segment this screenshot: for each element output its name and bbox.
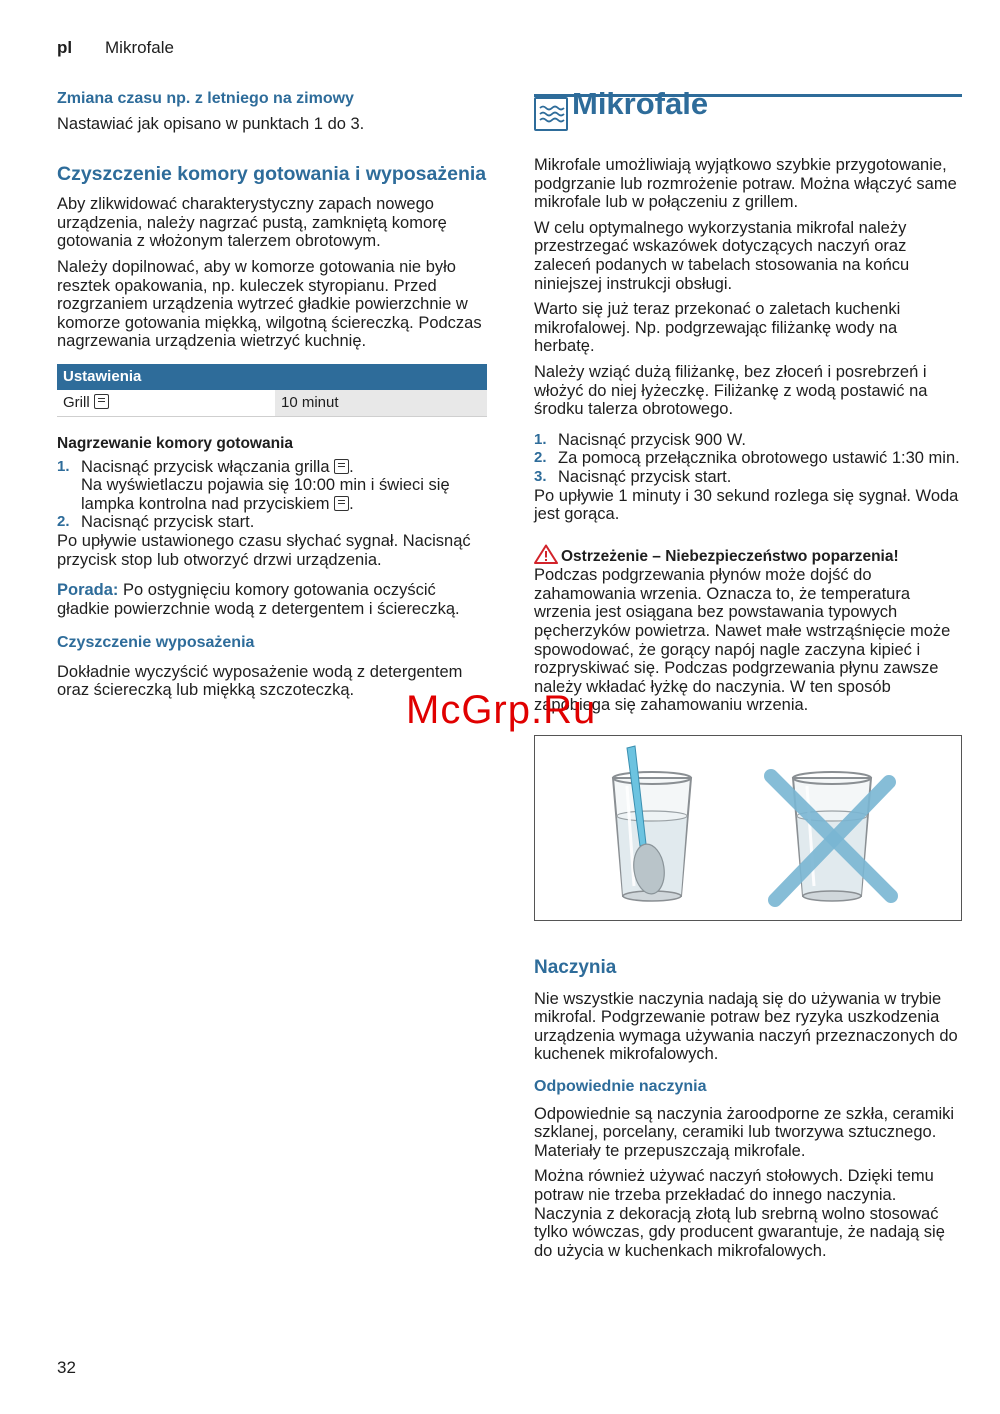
cleaning-paragraph-1: Aby zlikwidować charakterystyczny zapach nowego urządzenia, należy nagrzać pustą, zamkniętą komorę gotowania z włożonym talerzem obrotowym. (57, 195, 447, 251)
glass-illustration-svg (535, 736, 961, 920)
heating-step-2 (57, 513, 489, 532)
warning-text: Podczas podgrzewania płynów może dojść do zahamowania wrzenia. Oznacza to, że temperatura wrzenia jest osiągana bez powstawania typowych pęcherzyków powietrza. Nawet małe wstrząśnięcie może spowodować, że gorący napój nagle zaczyna kipieć i rozpryskiwać się. Podczas podgrzewania płynu zawsze należy wkładać łyżkę do naczynia. W ten sposób zapobiega się zahamowaniu wrzenia. (534, 566, 951, 715)
time-change-text: Nastawiać jak opisano w punktach 1 do 3. (57, 114, 365, 133)
microwave-step (534, 449, 962, 468)
settings-table (57, 364, 487, 417)
settings-mode-label: Grill (63, 393, 90, 411)
accessories-heading: Czyszczenie wyposażenia (57, 634, 255, 652)
warning-block (534, 544, 962, 715)
warning-title: Ostrzeżenie – Niebezpieczeństwo poparzenia! (561, 547, 899, 565)
suitable-dishes-paragraph-1: Odpowiednie są naczynia żaroodporne ze szkła, ceramiki szklanej, porcelany, ceramiki lub tworzywa sztucznego. Materiały te przepuszczają mikrofale. (534, 1104, 955, 1160)
step-number: 1. (57, 457, 70, 475)
dishes-heading: Naczynia (534, 957, 617, 979)
heating-heading: Nagrzewanie komory gotowania (57, 434, 293, 452)
microwave-paragraph-2: W celu optymalnego wykorzystania mikrofal należy przestrzegać wskazówek dotyczących naczyń oraz zaleceń podanych w tabelach stosowania na końcu niniejszej instrukcji obsługi. (534, 218, 910, 293)
glass-with-spoon-icon (613, 746, 691, 901)
settings-time-cell: 10 minut (275, 390, 487, 416)
cleaning-heading: Czyszczenie komory gotowania i wyposażenia (57, 163, 487, 186)
tip-label: Porada: (57, 581, 119, 600)
watermark: McGrp.Ru (406, 688, 597, 732)
suitable-dishes-paragraph-2: Można również używać naczyń stołowych. Dzięki temu potraw nie trzeba przekładać do innego naczynia. Naczynia z dekoracją złotą lub srebrną wolno stosować tylko wówczas, gdy producent gwarantuje, że nadają się do użycia w kuchenkach mikrofalowych. (534, 1167, 945, 1260)
language-code: pl (57, 38, 73, 57)
step-1-text-c: Na wyświetlaczu pojawia się 10:00 min i świeci się lampka kontrolna nad przyciskiem (81, 476, 450, 513)
warning-triangle-icon (534, 544, 558, 564)
page-number: 32 (57, 1358, 76, 1377)
warning-heading (534, 544, 962, 567)
suitable-dishes-heading: Odpowiednie naczynia (534, 1078, 707, 1095)
step-text: Nacisnąć przycisk start. (558, 467, 732, 486)
settings-table-row (57, 390, 487, 416)
running-header-title: Mikrofale (105, 38, 174, 57)
step-number: 1. (534, 430, 547, 448)
heating-steps (57, 458, 489, 532)
grill-button-icon (334, 496, 349, 511)
step-2-text: Nacisnąć przycisk start. (81, 513, 255, 532)
section-title: Mikrofale (572, 86, 709, 121)
cleaning-paragraph-2: Należy dopilnować, aby w komorze gotowania nie było resztek opakowania, np. kuleczek styropianu. Przed rozgrzaniem urządzenia wytrzeć gładkie powierzchnie w komorze gotowania miękką, wilgotną ściereczką. Podczas nagrzewania urządzenia wietrzyć kuchnię. (57, 257, 482, 351)
settings-table-header: Ustawienia (57, 364, 487, 390)
microwave-step (534, 431, 962, 450)
step-1-text-d: . (349, 494, 354, 513)
microwave-paragraph-1: Mikrofale umożliwiają wyjątkowo szybkie przygotowanie, podgrzanie lub rozmrożenie potraw. Można włączyć same mikrofale lub w połączeniu z grillem. (534, 156, 957, 212)
section-title-block (534, 86, 962, 134)
step-number: 2. (57, 513, 70, 531)
dishes-text: Nie wszystkie naczynia nadają się do używania w trybie mikrofal. Podgrzewanie potraw bez ryzyka uszkodzenia urządzenia wymaga używania naczyń przeznaczonych do kuchenek mikrofalowych. (534, 989, 958, 1064)
microwave-steps (534, 431, 962, 487)
left-column (57, 90, 489, 707)
spoon-in-glass-illustration (534, 735, 962, 921)
microwave-after-text: Po upływie 1 minuty i 30 sekund rozlega się sygnał. Woda jest gorąca. (534, 486, 959, 524)
microwave-waves-icon (536, 99, 566, 129)
settings-mode-cell (57, 390, 275, 416)
right-column (534, 86, 962, 1267)
accessories-text: Dokładnie wyczyścić wyposażenie wodą z detergentem oraz ściereczką lub miękką szczoteczką. (57, 662, 463, 700)
time-change-heading: Zmiana czasu np. z letniego na zimowy (57, 90, 354, 107)
heating-step-1 (57, 458, 489, 514)
grill-button-icon (334, 459, 349, 474)
grill-icon (94, 394, 109, 409)
step-number: 3. (534, 467, 547, 485)
step-text: Za pomocą przełącznika obrotowego ustawić 1:30 min. (558, 449, 960, 468)
heating-after-text: Po upływie ustawionego czasu słychać sygnał. Nacisnąć przycisk stop lub otworzyć drzwi urządzenia. (57, 531, 471, 569)
step-1-text-a: Nacisnąć przycisk włączania grilla (81, 457, 330, 476)
step-1-text-b: . (349, 457, 354, 476)
step-number: 2. (534, 449, 547, 467)
tip-text: Po ostygnięciu komory gotowania oczyścić gładkie powierzchnie wodą z detergentem i ściereczką. (57, 581, 460, 618)
microwave-icon (534, 97, 568, 131)
microwave-paragraph-4: Należy wziąć dużą filiżankę, bez złoceń i posrebrzeń i włożyć do niej łyżeczkę. Filiżankę z wodą postawić na środku talerza obrotowego. (534, 362, 928, 419)
microwave-paragraph-3: Warto się już teraz przekonać o zaletach kuchenki mikrofalowej. Np. podgrzewając filiżankę wody na herbatę. (534, 300, 901, 356)
tip-paragraph (57, 581, 489, 618)
step-text: Nacisnąć przycisk 900 W. (558, 430, 746, 449)
microwave-step (534, 468, 962, 487)
